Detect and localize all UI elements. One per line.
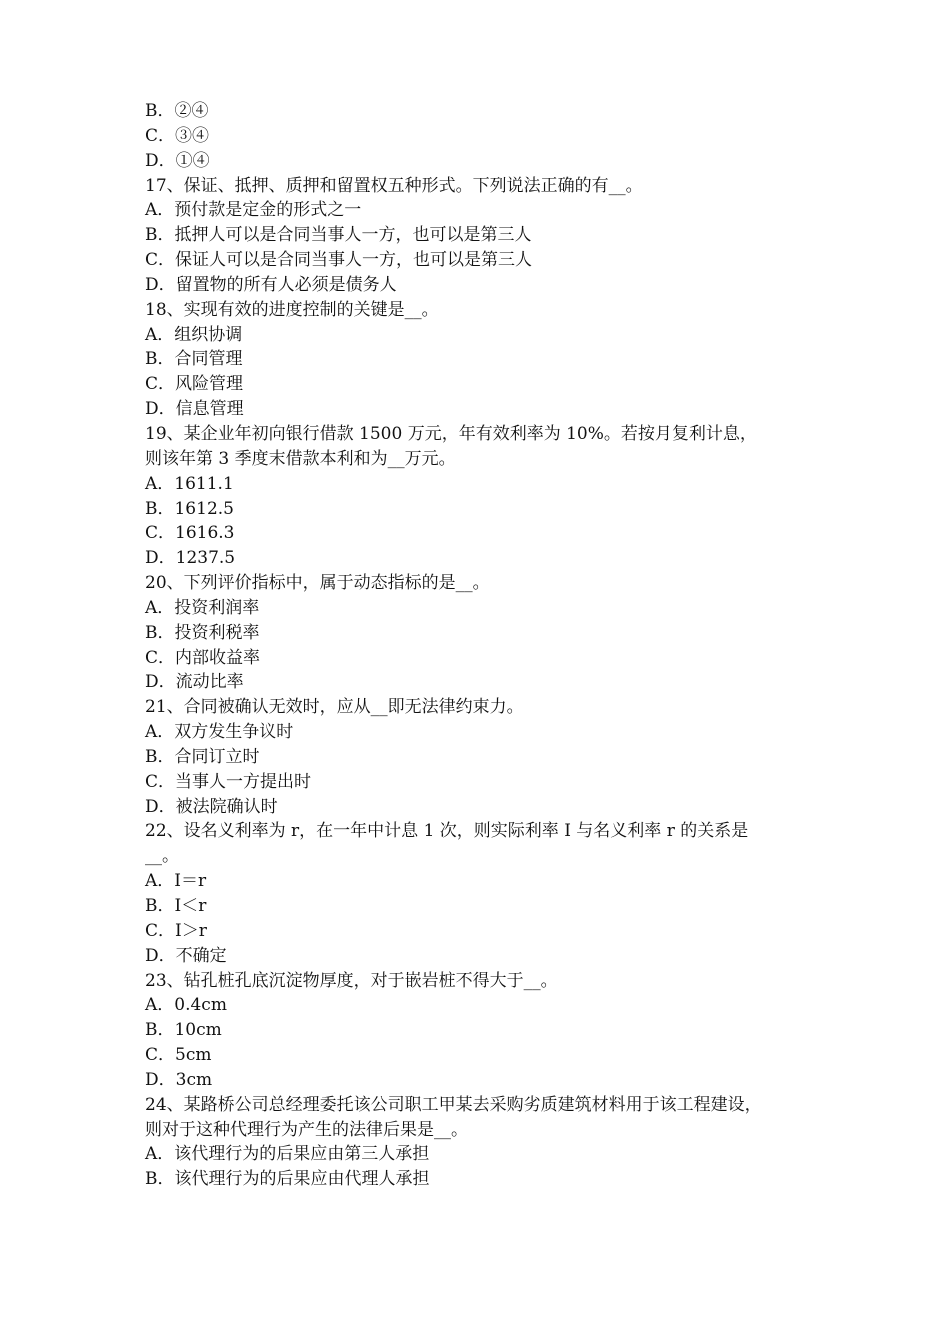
option-a: A．预付款是定金的形式之一 (145, 200, 362, 221)
option-c: C．I＞r (145, 920, 207, 941)
option-c: C．风险管理 (145, 374, 244, 395)
option-b: B．I＜r (145, 896, 207, 916)
option-a: A．1611.1 (145, 473, 234, 494)
option-d: D．3cm (145, 1069, 213, 1090)
option-d: D．流动比率 (145, 672, 244, 693)
option-d: D．留置物的所有人必须是债务人 (145, 274, 397, 295)
question-22: 22、设名义利率为 r，在一年中计息 1 次，则实际利率 I 与名义利率 r 的关系是 (145, 821, 749, 842)
option-d: D．不确定 (145, 945, 227, 966)
question-19: 19、某企业年初向银行借款 1500 万元，年有效利率为 10%。若按月复利计息， (145, 423, 757, 444)
question-18: 18、实现有效的进度控制的关键是__。 (145, 299, 439, 320)
option-c: C．5cm (145, 1045, 212, 1066)
option-a: A．I＝r (145, 871, 207, 892)
option-d: D．被法院确认时 (145, 796, 278, 817)
option-b: B．10cm (145, 1020, 222, 1041)
option-d: D．1237.5 (145, 548, 236, 569)
option-b: B．投资利税率 (145, 622, 260, 643)
question-24-continued: 则对于这种代理行为产生的法律后果是__。 (145, 1119, 468, 1140)
question-23: 23、钻孔桩孔底沉淀物厚度，对于嵌岩桩不得大于__。 (145, 970, 558, 991)
question-21: 21、合同被确认无效时，应从__即无法律约束力。 (145, 697, 524, 718)
option-d: D．①④ (145, 150, 210, 171)
option-b: B．该代理行为的后果应由代理人承担 (145, 1169, 430, 1190)
option-b: B．②④ (145, 101, 209, 121)
question-17: 17、保证、抵押、质押和留置权五种形式。下列说法正确的有__。 (145, 175, 643, 196)
option-c: C．1616.3 (145, 523, 235, 544)
question-22-continued: __。 (145, 846, 179, 867)
option-a: A．组织协调 (145, 324, 243, 345)
option-c: C．③④ (145, 125, 210, 146)
question-19-continued: 则该年第 3 季度末借款本利和为__万元。 (145, 448, 456, 469)
question-24: 24、某路桥公司总经理委托该公司职工甲某去采购劣质建筑材料用于该工程建设， (145, 1094, 762, 1115)
option-b: B．抵押人可以是合同当事人一方，也可以是第三人 (145, 225, 532, 246)
option-a: A．0.4cm (145, 995, 227, 1016)
option-d: D．信息管理 (145, 399, 244, 420)
option-b: B．合同管理 (145, 349, 243, 370)
option-b: B．1612.5 (145, 498, 234, 519)
option-c: C．内部收益率 (145, 647, 261, 668)
question-text-block (145, 99, 825, 1192)
option-c: C．保证人可以是合同当事人一方，也可以是第三人 (145, 250, 533, 271)
option-c: C．当事人一方提出时 (145, 771, 312, 792)
option-a: A．投资利润率 (145, 597, 260, 618)
option-a: A．双方发生争议时 (145, 722, 294, 743)
option-b: B．合同订立时 (145, 746, 260, 767)
option-a: A．该代理行为的后果应由第三人承担 (145, 1144, 430, 1165)
question-20: 20、下列评价指标中，属于动态指标的是__。 (145, 573, 490, 594)
